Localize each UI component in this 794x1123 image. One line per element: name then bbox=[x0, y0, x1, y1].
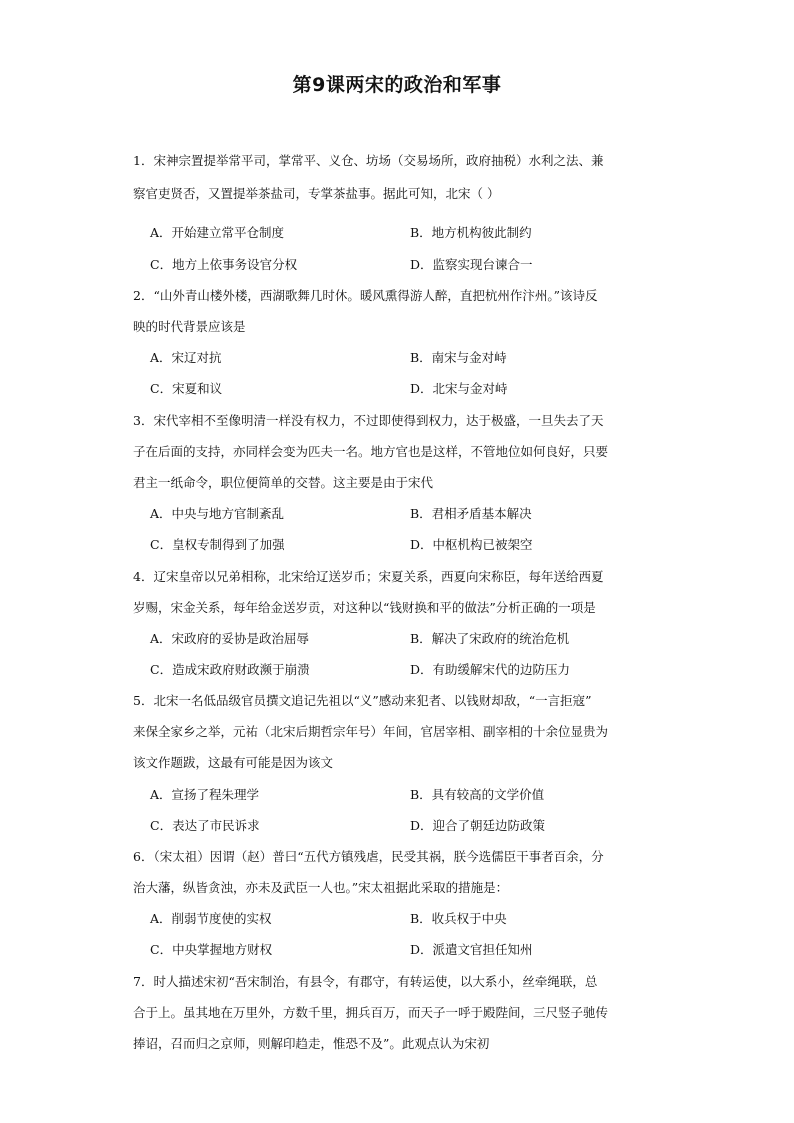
question-5-option-d: D．迎合了朝廷边防政策 bbox=[410, 818, 546, 833]
question-4-option-b: B．解决了宋政府的统治危机 bbox=[410, 631, 570, 646]
question-2-option-b: B．南宋与金对峙 bbox=[410, 350, 507, 365]
question-1-line-1: 1．宋神宗置提举常平司，掌常平、义仓、坊场（交易场所，政府抽税）水利之法、兼 bbox=[133, 153, 604, 168]
question-5-line-3: 该文作题跋，这最有可能是因为该文 bbox=[133, 755, 334, 770]
question-3-option-d: D．中枢机构已被架空 bbox=[410, 537, 533, 552]
question-5-line-2: 来保全家乡之举，元祐（北宋后期哲宗年号）年间，官居宰相、副宰相的十余位显贵为 bbox=[133, 724, 609, 739]
question-1-option-a: A．开始建立常平仓制度 bbox=[150, 225, 285, 240]
question-4-line-1: 4．辽宋皇帝以兄弟相称，北宋给辽送岁币；宋夏关系，西夏向宋称臣，每年送给西夏 bbox=[133, 569, 604, 584]
question-6-option-d: D．派遣文官担任知州 bbox=[410, 942, 533, 957]
question-3-line-1: 3．宋代宰相不至像明清一样没有权力，不过即使得到权力，达于极盛，一旦失去了天 bbox=[133, 413, 604, 428]
question-1-line-2: 察官吏贤否，又置提举茶盐司，专掌茶盐事。据此可知，北宋（ ） bbox=[133, 186, 500, 201]
question-4-line-2: 岁赐，宋金关系，每年给金送岁贡，对这种以“钱财换和平的做法”分析正确的一项是 bbox=[133, 600, 596, 615]
question-2-option-a: A．宋辽对抗 bbox=[150, 350, 222, 365]
question-2-option-d: D．北宋与金对峙 bbox=[410, 381, 508, 396]
question-4-option-a: A．宋政府的妥协是政治屈辱 bbox=[150, 631, 310, 646]
question-1-option-c: C．地方上依事务设官分权 bbox=[150, 257, 298, 272]
page-title: 第9课两宋的政治和军事 bbox=[292, 74, 502, 96]
question-7-line-2: 合于上。虽其地在万里外，方数千里，拥兵百万，而天子一呼于殿陛间，三尺竖子驰传 bbox=[133, 1005, 609, 1020]
question-4-option-d: D．有助缓解宋代的边防压力 bbox=[410, 662, 571, 677]
question-3-line-3: 君主一纸命令，职位便简单的交替。这主要是由于宋代 bbox=[133, 475, 434, 490]
question-5-option-b: B．具有较高的文学价值 bbox=[410, 787, 545, 802]
question-1-option-b: B．地方机构彼此制约 bbox=[410, 225, 532, 240]
question-5-line-1: 5．北宋一名低品级官员撰文追记先祖以“义”感动来犯者、以钱财却敌，“一言拒寇” bbox=[133, 693, 592, 708]
question-2-option-c: C．宋夏和议 bbox=[150, 381, 223, 396]
question-3-option-c: C．皇权专制得到了加强 bbox=[150, 537, 285, 552]
question-5-option-c: C．表达了市民诉求 bbox=[150, 818, 260, 833]
question-6-line-1: 6．（宋太祖）因谓（赵）普曰“五代方镇残虐，民受其祸，朕今选儒臣干事者百余，分 bbox=[133, 849, 604, 864]
question-4-option-c: C．造成宋政府财政濒于崩溃 bbox=[150, 662, 310, 677]
question-6-option-b: B．收兵权于中央 bbox=[410, 911, 507, 926]
question-7-line-1: 7．时人描述宋初“吾宋制治，有县令，有郡守，有转运使，以大系小，丝牵绳联，总 bbox=[133, 974, 598, 989]
question-6-line-2: 治大藩，纵皆贪浊，亦未及武臣一人也。”宋太祖据此采取的措施是： bbox=[133, 880, 509, 895]
question-3-option-a: A．中央与地方官制紊乱 bbox=[150, 506, 285, 521]
question-6-option-c: C．中央掌握地方财权 bbox=[150, 942, 273, 957]
question-1-option-d: D．监察实现台谏合一 bbox=[410, 257, 533, 272]
question-5-option-a: A．宣扬了程朱理学 bbox=[150, 787, 260, 802]
question-3-line-2: 子在后面的支持，亦同样会变为匹夫一名。地方官也是这样，不管地位如何良好，只要 bbox=[133, 444, 609, 459]
question-6-option-a: A．削弱节度使的实权 bbox=[150, 911, 272, 926]
question-2-line-2: 映的时代背景应该是 bbox=[133, 319, 246, 334]
question-3-option-b: B．君相矛盾基本解决 bbox=[410, 506, 532, 521]
question-7-line-3: 捧诏，召而归之京师，则解印趋走，惟恐不及”。此观点认为宋初 bbox=[133, 1036, 490, 1051]
question-2-line-1: 2．“山外青山楼外楼，西湖歌舞几时休。暖风熏得游人醉，直把杭州作汴州。”该诗反 bbox=[133, 288, 598, 303]
